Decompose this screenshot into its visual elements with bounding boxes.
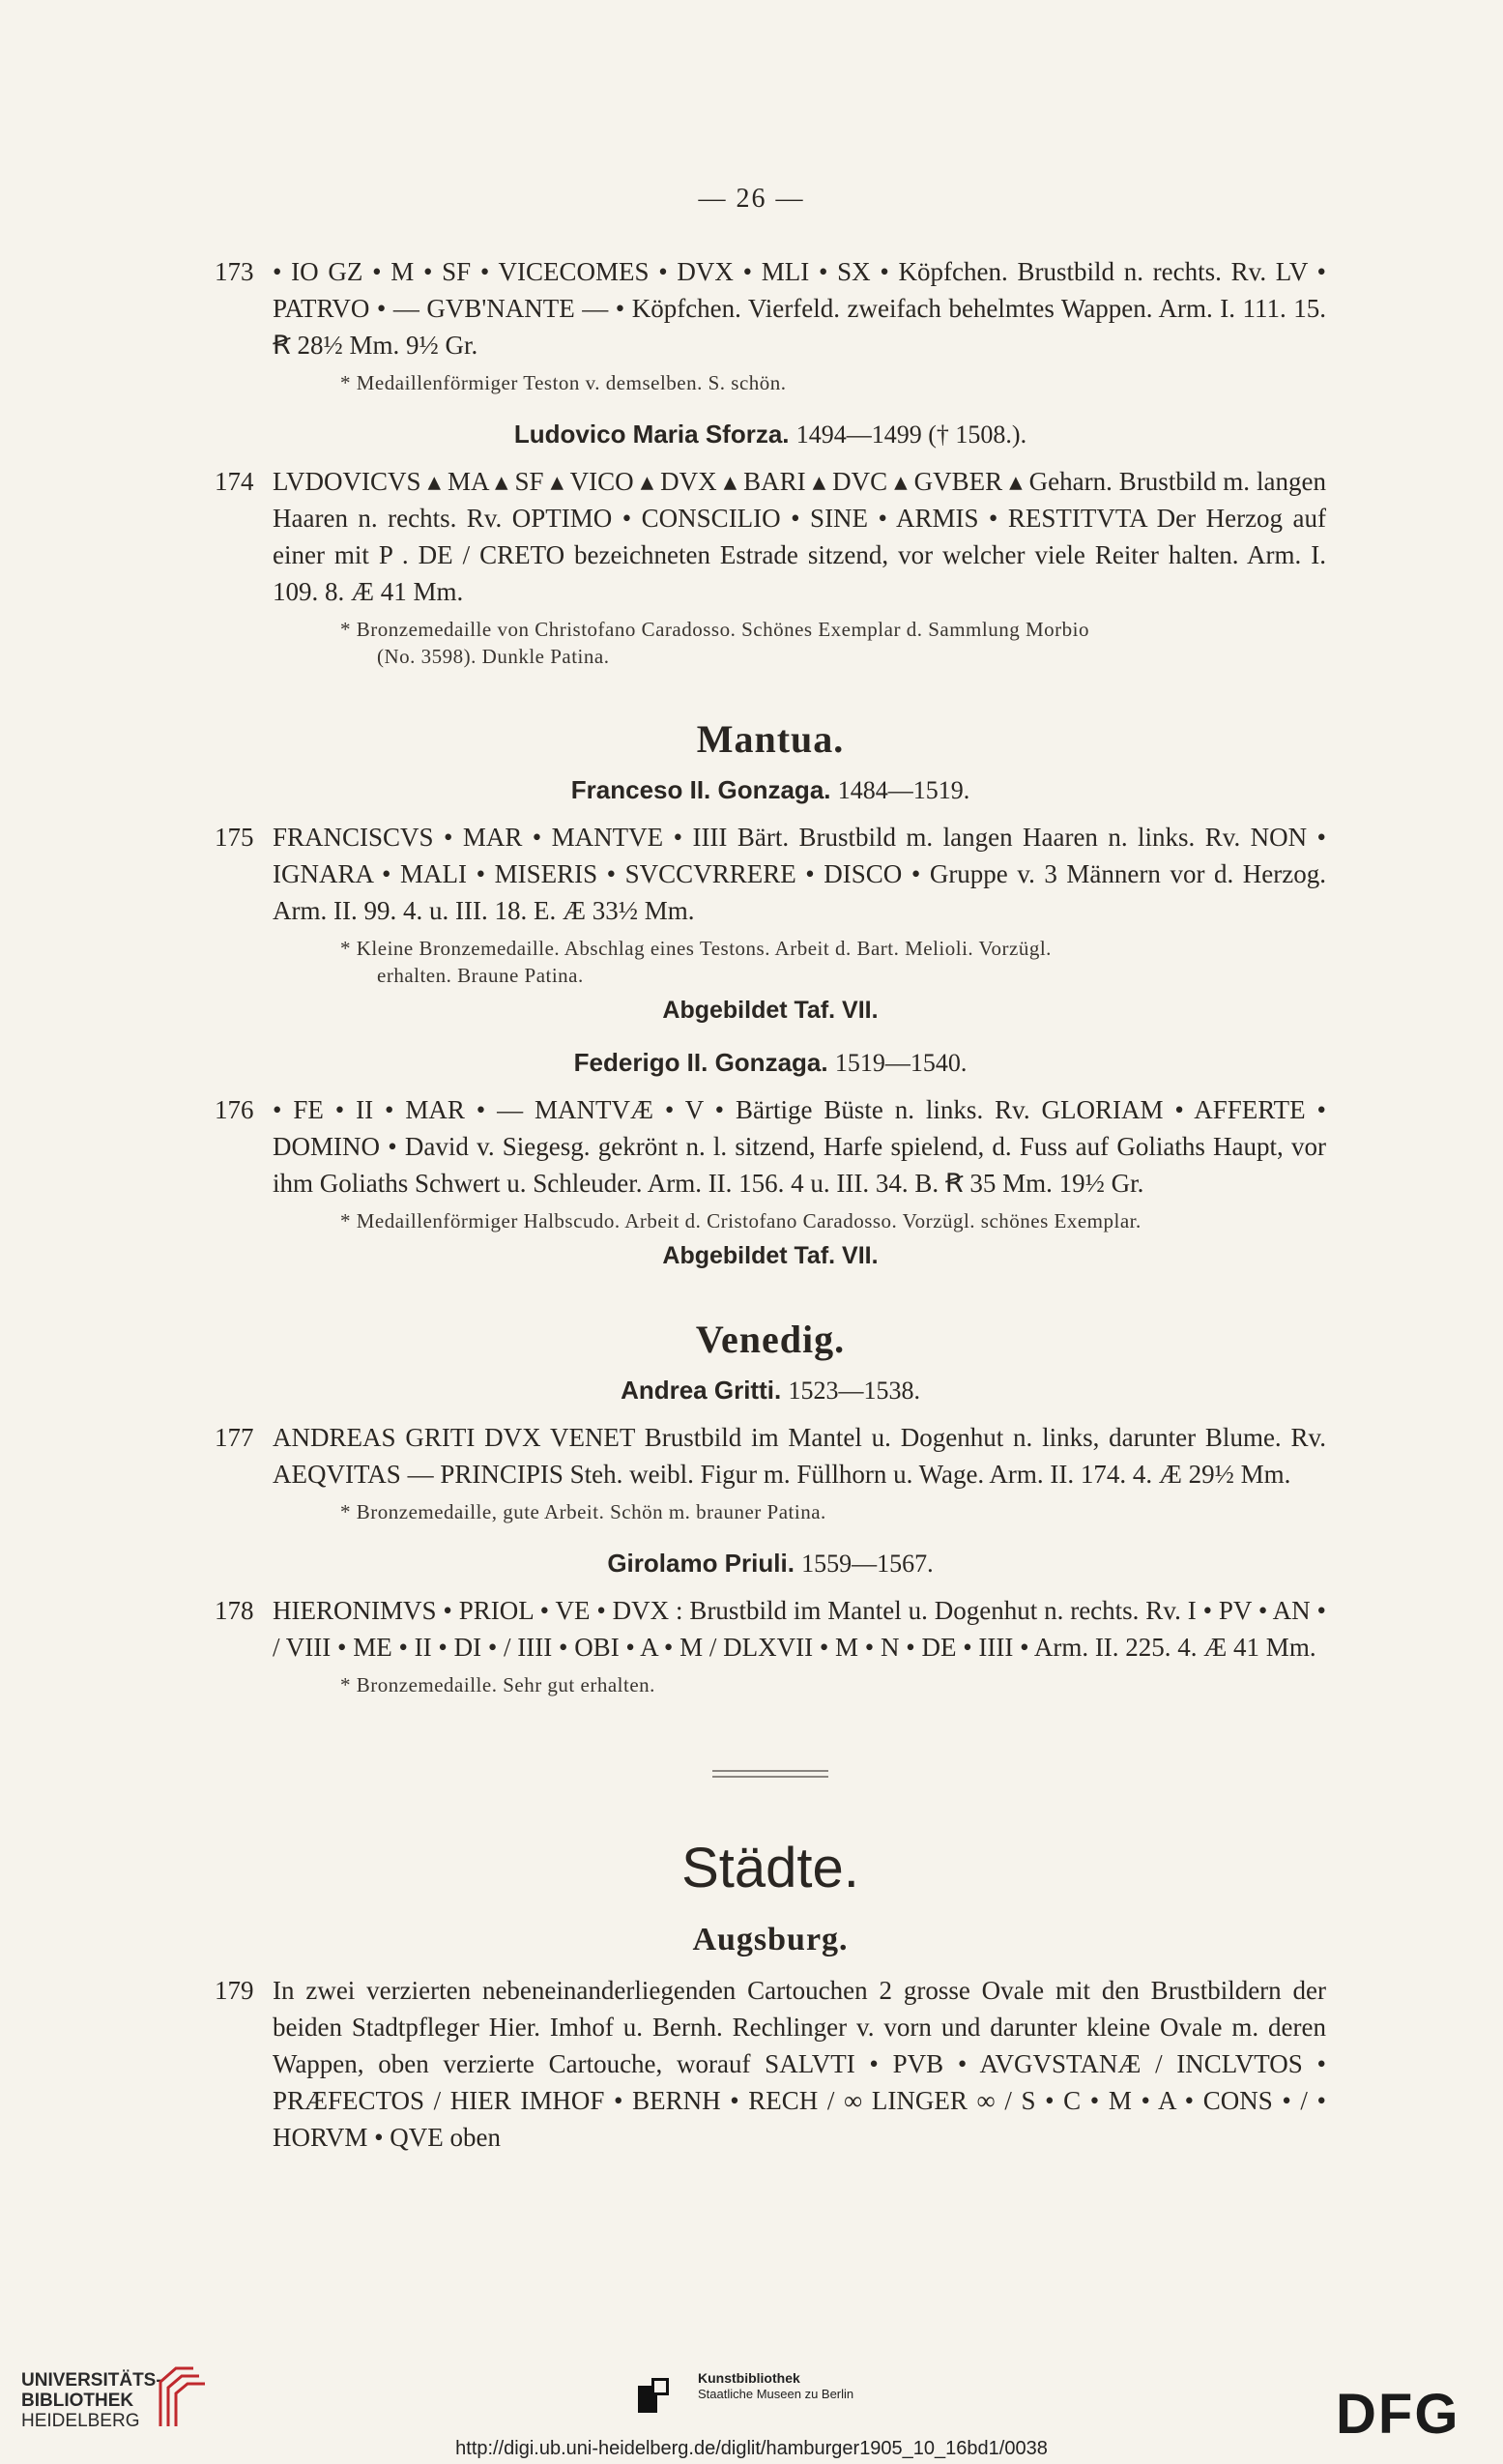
- entry-number: 176: [215, 1095, 254, 1124]
- ruler-years: 1484—1519.: [837, 776, 970, 804]
- ruler-heading-franceso: [215, 775, 1326, 805]
- ub-line-3: HEIDELBERG: [21, 2411, 140, 2431]
- ruler-name: Ludovico Maria Sforza.: [513, 420, 790, 449]
- ub-line-2: BIBLIOTHEK: [21, 2391, 134, 2411]
- entry-note-continued: erhalten. Braune Patina.: [377, 964, 584, 987]
- plate-reference: Abgebildet Taf. VII.: [662, 1242, 879, 1269]
- catalog-entry-179: [215, 1972, 1326, 2156]
- entry-text: • IO GZ • M • SF • VICECOMES • DVX • MLI • SX • Köpfchen. Brustbild n. rechts. Rv. LV • PATRVO • — GVB'NANTE — • Köpfchen. Vierfeld. zweifach behelmtes Wappen. Arm. I. 111. 15. Ꞧ 28½ Mm. 9½ Gr.: [273, 257, 1326, 360]
- ruler-name: Federigo II. Gonzaga.: [573, 1048, 828, 1077]
- entry-number: 173: [215, 257, 254, 286]
- entry-number: 179: [215, 1976, 254, 2005]
- catalog-entry-175: [215, 819, 1326, 929]
- ruler-years: 1519—1540.: [834, 1049, 968, 1077]
- catalog-entry-177: [215, 1419, 1326, 1493]
- entry-note: * Medaillenförmiger Halbscudo. Arbeit d. Cristofano Caradosso. Vorzügl. schönes Exemplar.: [340, 1209, 1142, 1232]
- entry-note: * Bronzemedaille, gute Arbeit. Schön m. brauner Patina.: [340, 1500, 826, 1523]
- ruler-heading-federigo: [215, 1048, 1326, 1078]
- kb-line-2: Staatliche Museen zu Berlin: [698, 2387, 854, 2401]
- page-number: — 26 —: [698, 184, 805, 214]
- plate-reference: Abgebildet Taf. VII.: [662, 997, 879, 1024]
- kunstbibliothek-logo-icon: [638, 2378, 669, 2413]
- ruler-years: 1494—1499 († 1508.).: [795, 420, 1027, 449]
- entry-note: * Bronzemedaille von Christofano Caradosso. Schönes Exemplar d. Sammlung Morbio: [340, 618, 1089, 641]
- city-heading-venedig: Venedig.: [695, 1318, 846, 1361]
- entry-text: ANDREAS GRITI DVX VENET Brustbild im Mantel u. Dogenhut n. links, darunter Blume. Rv. AEQVITAS — PRINCIPIS Steh. weibl. Figur m. Füllhorn u. Wage. Arm. II. 174. 4. Æ 29½ Mm.: [273, 1423, 1326, 1489]
- catalog-content: [215, 253, 1326, 2156]
- city-heading-augsburg: Augsburg.: [692, 1922, 849, 1957]
- section-heading-staedte: Städte.: [681, 1837, 859, 1899]
- entry-text: FRANCISCVS • MAR • MANTVE • IIII Bärt. Brustbild m. langen Haaren n. links. Rv. NON • IGNARA • MALI • MISERIS • SVCCVRRERE • DISCO • Gruppe v. 3 Männern vor d. Herzog. Arm. II. 99. 4. u. III. 18. E. Æ 33½ Mm.: [273, 823, 1326, 925]
- entry-note-continued: (No. 3598). Dunkle Patina.: [377, 645, 610, 668]
- entry-number: 177: [215, 1423, 254, 1452]
- ruler-years: 1523—1538.: [788, 1377, 920, 1405]
- ruler-heading-gritti: [215, 1376, 1326, 1406]
- entry-text: In zwei verzierten nebeneinanderliegenden Cartouchen 2 grosse Ovale mit den Brustbildern der beiden Stadtpfleger Hier. Imhof u. Bernh. Rechlinger v. vorn und darunter kleine Ovale m. deren Wappen, oben verzierte Cartouche, worauf SALVTI • PVB • AVGVSTANÆ / INCLVTOS • PRÆFECTOS / HIER IMHOF • BERNH • RECH / ∞ LINGER ∞ / S • C • M • A • CONS • / • HORVM • QVE oben: [273, 1976, 1326, 2152]
- ruler-name: Andrea Gritti.: [621, 1376, 782, 1405]
- catalog-entry-174: [215, 463, 1326, 610]
- kb-line-1: Kunstbibliothek: [698, 2370, 800, 2386]
- digitization-footer: [0, 2349, 1503, 2464]
- entry-number: 175: [215, 823, 254, 852]
- catalog-entry-176: [215, 1091, 1326, 1202]
- ruler-name: Girolamo Priuli.: [607, 1549, 795, 1578]
- ruler-heading-sforza: [215, 420, 1326, 449]
- entry-text: HIERONIMVS • PRIOL • VE • DVX : Brustbild im Mantel u. Dogenhut n. rechts. Rv. I • PV • AN • / VIII • ME • II • DI • / IIII • OBI • A • M / DLXVII • M • N • DE • IIII • Arm. II. 225. 4. Æ 41 Mm.: [273, 1596, 1326, 1662]
- section-divider: [712, 1770, 828, 1778]
- ruler-years: 1559—1567.: [801, 1550, 934, 1578]
- ruler-heading-priuli: [215, 1549, 1326, 1579]
- entry-text: • FE • II • MAR • — MANTVÆ • V • Bärtige Büste n. links. Rv. GLORIAM • AFFERTE • DOMINO • David v. Siegesg. gekrönt n. l. sitzend, Harfe spielend, d. Fuss auf Goliaths Haupt, vor ihm Goliaths Schwert u. Schleuder. Arm. II. 156. 4 u. III. 34. B. Ꞧ 35 Mm. 19½ Gr.: [273, 1095, 1326, 1198]
- catalog-entry-178: [215, 1592, 1326, 1666]
- ub-heidelberg-logo-text: [21, 2370, 162, 2431]
- kunstbibliothek-text: [698, 2370, 853, 2402]
- source-url[interactable]: http://digi.ub.uni-heidelberg.de/diglit/hamburger1905_10_16bd1/0038: [455, 2438, 1048, 2459]
- entry-number: 174: [215, 467, 254, 496]
- ruler-name: Franceso II. Gonzaga.: [570, 775, 831, 804]
- catalog-entry-173: [215, 253, 1326, 363]
- entry-number: 178: [215, 1596, 254, 1625]
- ub-heidelberg-emblem-icon: [155, 2363, 209, 2430]
- ub-line-1: UNIVERSITÄTS-: [21, 2370, 162, 2391]
- entry-note: * Kleine Bronzemedaille. Abschlag eines Testons. Arbeit d. Bart. Melioli. Vorzügl.: [340, 937, 1052, 960]
- city-heading-mantua: Mantua.: [696, 717, 845, 761]
- entry-note: * Medaillenförmiger Teston v. demselben. S. schön.: [340, 371, 787, 394]
- entry-text: LVDOVICVS ▴ MA ▴ SF ▴ VICO ▴ DVX ▴ BARI ▴ DVC ▴ GVBER ▴ Geharn. Brustbild m. langen Haaren n. rechts. Rv. OPTIMO • CONSCILIO • SINE • ARMIS • RESTITVTA Der Herzog auf einer mit P . DE / CRETO bezeichneten Estrade sitzend, vor welcher viele Reiter halten. Arm. I. 109. 8. Æ 41 Mm.: [273, 467, 1326, 606]
- dfg-logo: DFG: [1336, 2383, 1460, 2446]
- entry-note: * Bronzemedaille. Sehr gut erhalten.: [340, 1673, 655, 1696]
